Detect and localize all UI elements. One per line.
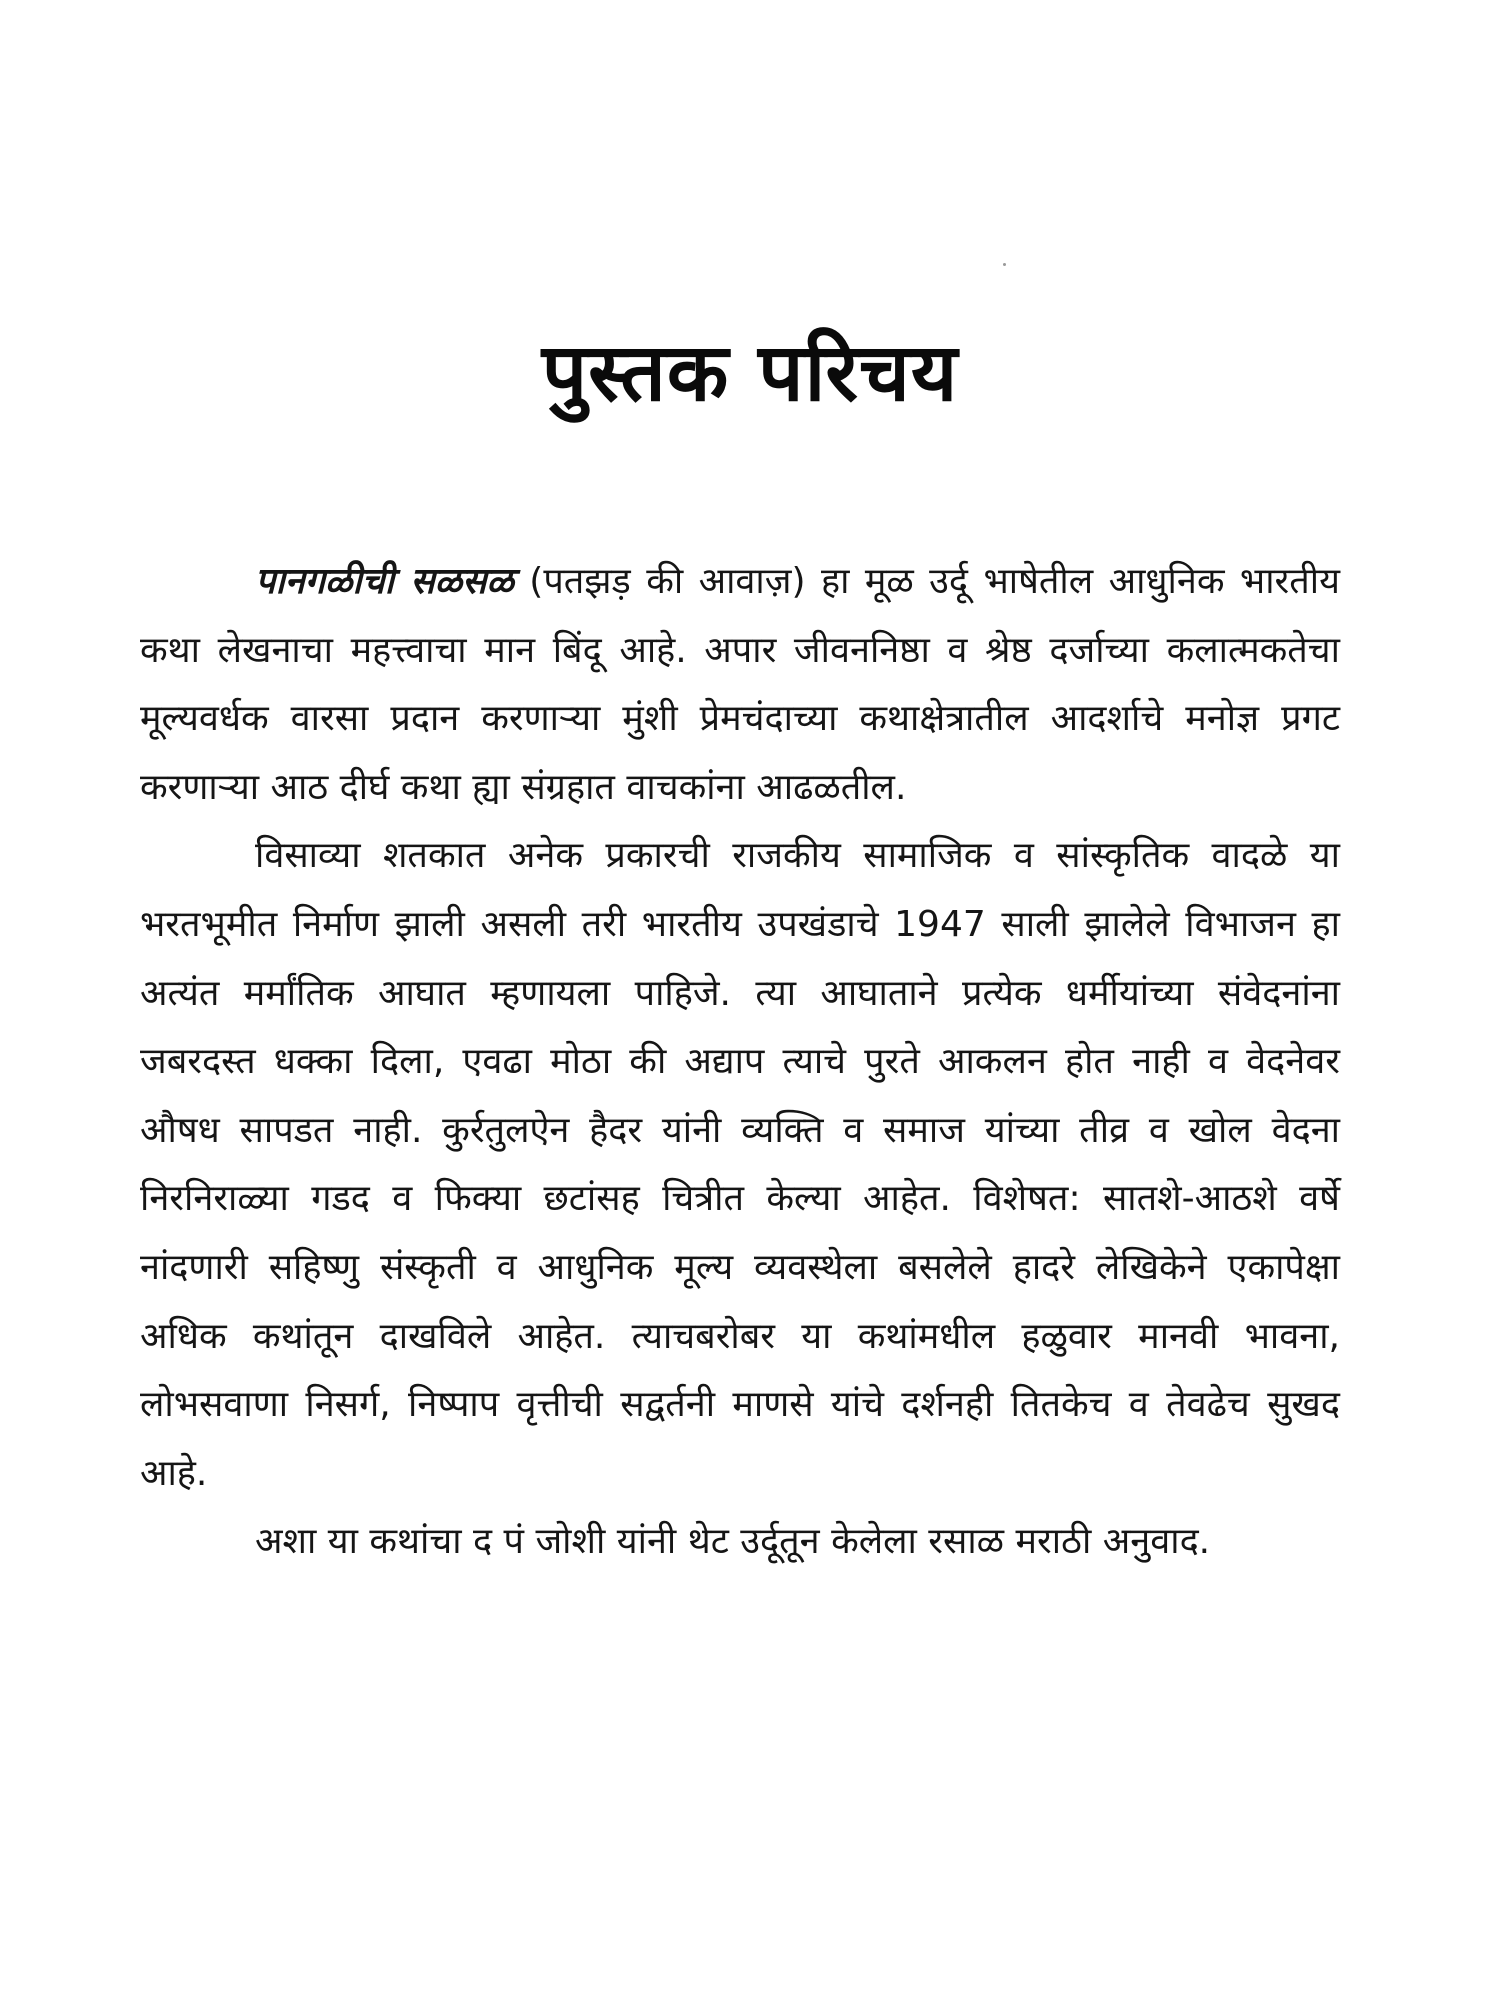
page-title: पुस्तक परिचय	[541, 326, 959, 419]
body-text	[140, 548, 1340, 1577]
book-name: पानगळीची सळसळ	[255, 561, 514, 602]
scan-speck	[1003, 263, 1006, 266]
paragraph-partition: विसाव्या शतकात अनेक प्रकारची राजकीय सामाजिक व सांस्कृतिक वादळे या भरतभूमीत निर्माण झाली असली तरी भारतीय उपखंडाचे 1947 साली झालेले विभाजन हा अत्यंत मर्मांतिक आघात म्हणायला पाहिजे. त्या आघाताने प्रत्येक धर्मीयांच्या संवेदनांना जबरदस्त धक्का दिला, एवढा मोठा की अद्याप त्याचे पुरते आकलन होत नाही व वेदनेवर औषध सापडत नाही. कुर्रतुलऐन हैदर यांनी व्यक्ति व समाज यांच्या तीव्र व खोल वेदना निरनिराळ्या गडद व फिक्या छटांसह चित्रीत केल्या आहेत. विशेषत: सातशे-आठशे वर्षे नांदणारी सहिष्णु संस्कृती व आधुनिक मूल्य व्यवस्थेला बसलेले हादरे लेखिकेने एकापेक्षा अधिक कथांतून दाखविले आहेत. त्याचबरोबर या कथांमधील हळुवार मानवी भावना, लोभसवाणा निसर्ग, निष्पाप वृत्तीची सद्वर्तनी माणसे यांचे दर्शनही तितकेच व तेवढेच सुखद आहे.	[140, 835, 1340, 1494]
paragraph-intro-text: (पतझड़ की आवाज़) हा मूळ उर्दू भाषेतील आधुनिक भारतीय कथा लेखनाचा महत्त्वाचा मान बिंदू आहे. अपार जीवननिष्ठा व श्रेष्ठ दर्जाच्या कलात्मकतेचा मूल्यवर्धक वारसा प्रदान करणाऱ्या मुंशी प्रेमचंदाच्या कथाक्षेत्रातील आदर्शाचे मनोज्ञ प्रगट करणाऱ्या आठ दीर्घ कथा ह्या संग्रहात वाचकांना आढळतील.	[140, 561, 1340, 808]
paragraph-intro	[140, 548, 1340, 822]
paragraph-translation: अशा या कथांचा द पं जोशी यांनी थेट उर्दूतून केलेला रसाळ मराठी अनुवाद.	[255, 1521, 1211, 1563]
